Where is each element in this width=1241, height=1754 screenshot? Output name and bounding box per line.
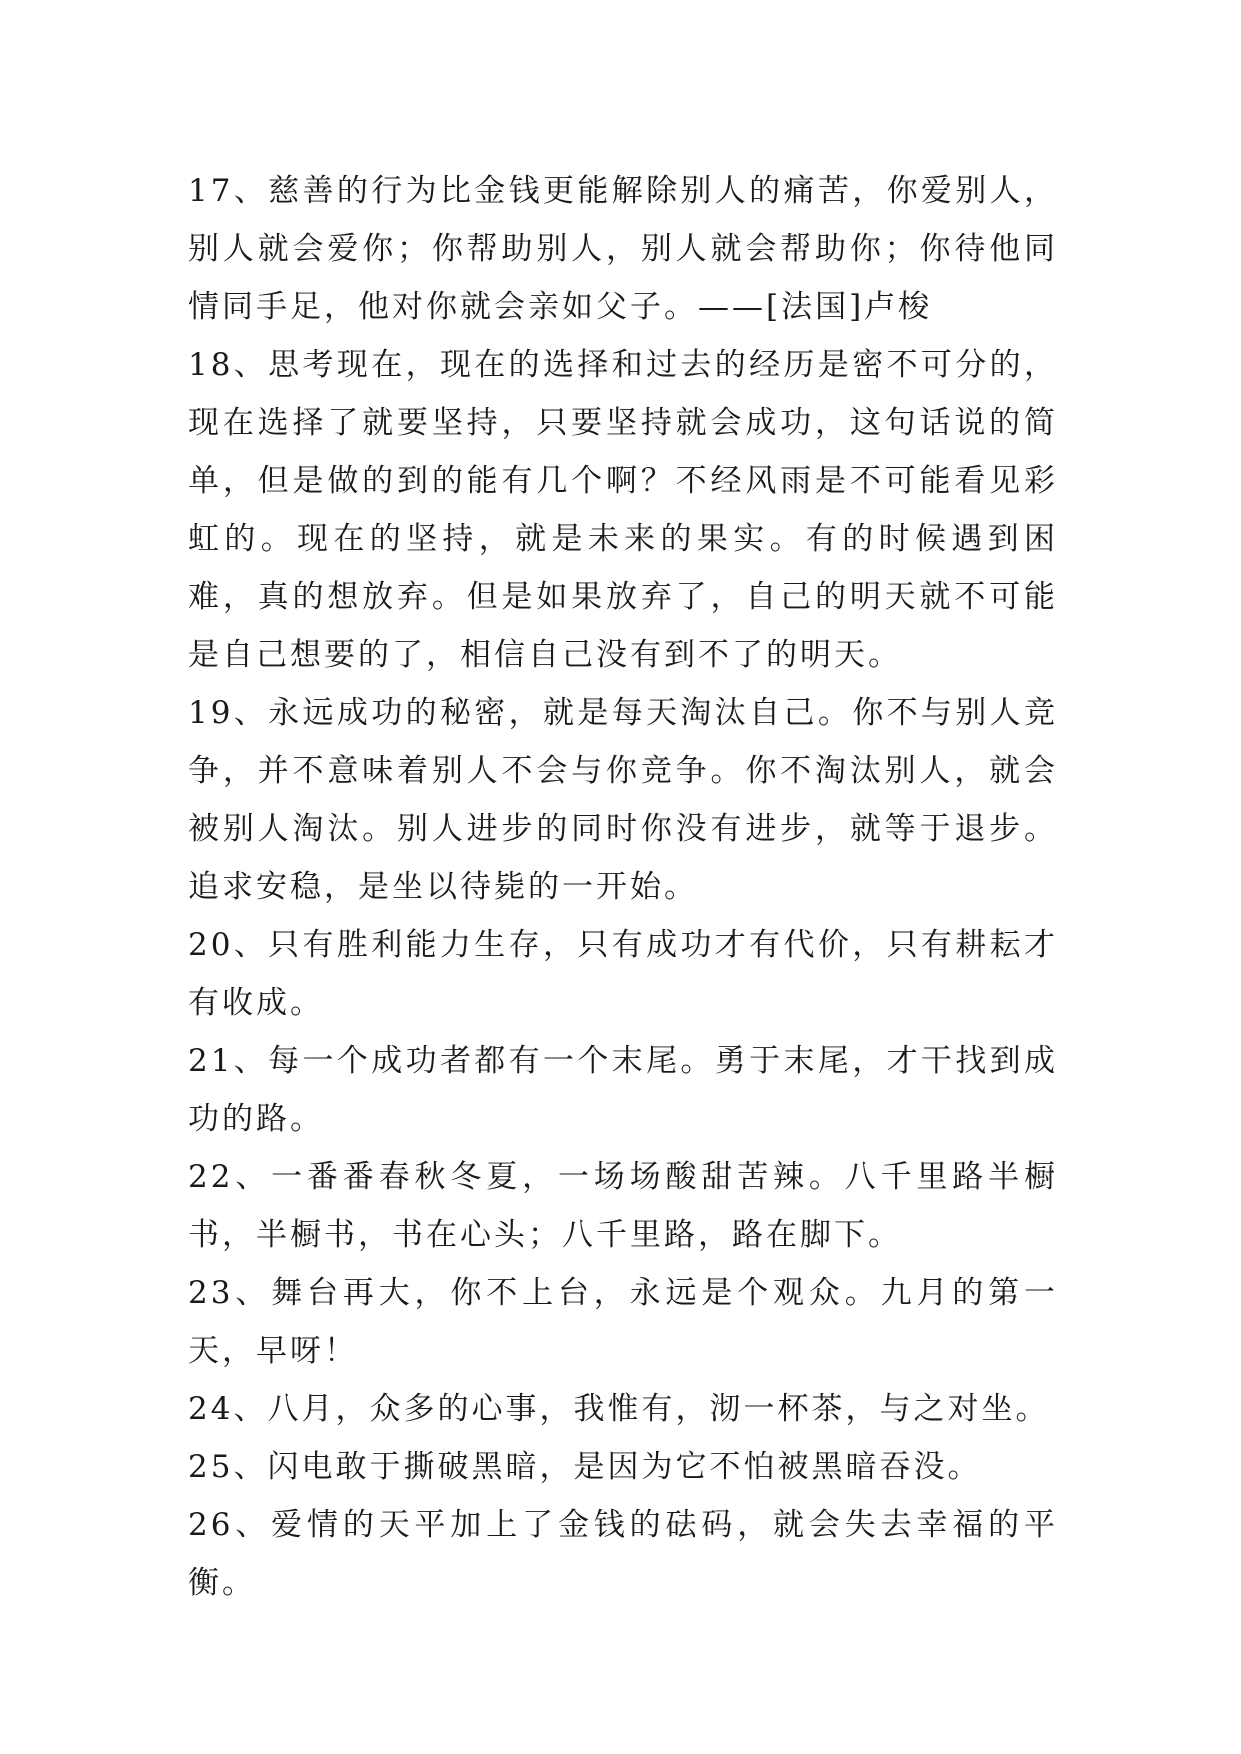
quote-paragraph-17: 17、慈善的行为比金钱更能解除别人的痛苦，你爱别人，别人就会爱你；你帮助别人，别人就会帮助你；你待他同情同手足，他对你就会亲如父子。——[法国]卢梭 (188, 173, 1058, 325)
quote-paragraph-19: 19、永远成功的秘密，就是每天淘汰自己。你不与别人竞争，并不意味着别人不会与你竞争。你不淘汰别人，就会被别人淘汰。别人进步的同时你没有进步，就等于退步。追求安稳，是坐以待毙的一开始。 (188, 695, 1058, 905)
quote-paragraph-25: 25、闪电敢于撕破黑暗，是因为它不怕被黑暗吞没。 (188, 1449, 982, 1485)
quote-paragraph-18: 18、思考现在，现在的选择和过去的经历是密不可分的，现在选择了就要坚持，只要坚持就会成功，这句话说的简单，但是做的到的能有几个啊？不经风雨是不可能看见彩虹的。现在的坚持，就是未来的果实。有的时候遇到困难，真的想放弃。但是如果放弃了，自己的明天就不可能是自己想要的了，相信自己没有到不了的明天。 (188, 347, 1058, 673)
quote-paragraph-20: 20、只有胜利能力生存，只有成功才有代价，只有耕耘才有收成。 (188, 927, 1058, 1021)
quote-paragraph-22: 22、一番番春秋冬夏，一场场酸甜苦辣。八千里路半橱书，半橱书，书在心头；八千里路，路在脚下。 (188, 1159, 1058, 1253)
document-body (188, 162, 1058, 1612)
quote-paragraph-26: 26、爱情的天平加上了金钱的砝码，就会失去幸福的平衡。 (188, 1507, 1058, 1601)
quote-paragraph-23: 23、舞台再大，你不上台，永远是个观众。九月的第一天，早呀！ (188, 1275, 1058, 1369)
quote-paragraph-21: 21、每一个成功者都有一个末尾。勇于末尾，才干找到成功的路。 (188, 1043, 1058, 1137)
quote-paragraph-24: 24、八月，众多的心事，我惟有，沏一杯茶，与之对坐。 (188, 1391, 1050, 1427)
